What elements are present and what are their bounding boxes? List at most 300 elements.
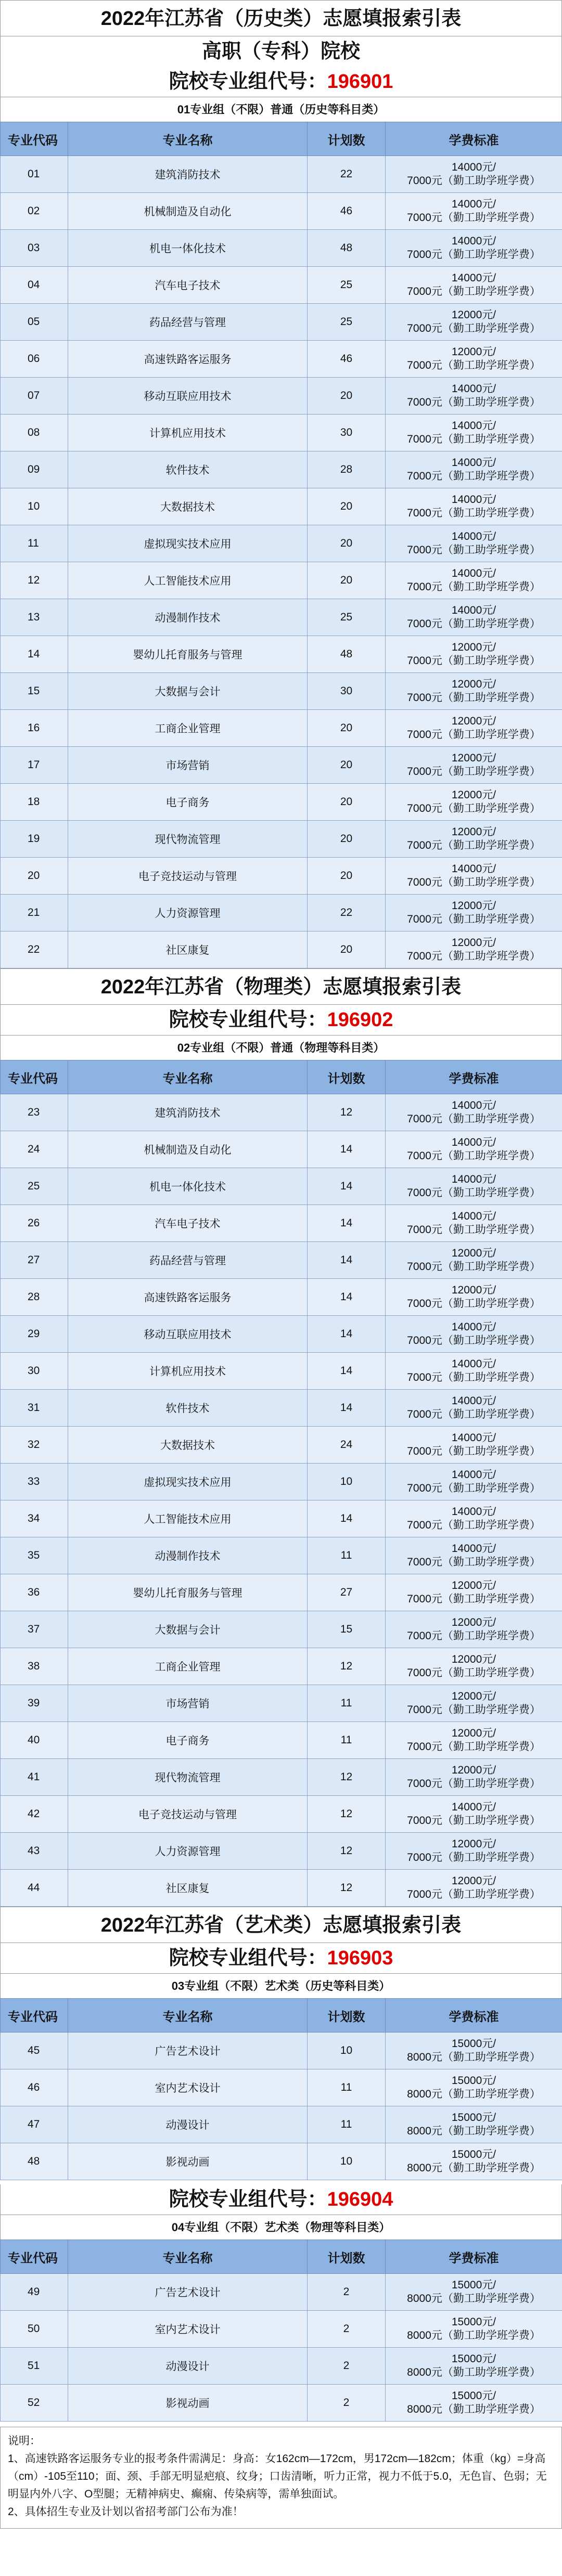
header-major-name: 专业名称 <box>68 1999 308 2033</box>
major-name: 移动互联应用技术 <box>68 378 308 415</box>
major-name: 人工智能技术应用 <box>68 562 308 599</box>
plan-count: 28 <box>308 451 386 488</box>
header-plan-count: 计划数 <box>308 122 386 156</box>
major-code: 33 <box>1 1464 68 1500</box>
table-row <box>1 1685 562 1722</box>
tuition-work-study: 8000元（勤工助学班学费） <box>407 2088 541 2100</box>
tuition-standard: 14000元/ <box>451 383 496 395</box>
table-row <box>1 341 562 378</box>
plan-count: 25 <box>308 599 386 636</box>
tuition-standard: 14000元/ <box>451 530 496 542</box>
tuition-work-study: 7000元（勤工助学班学费） <box>407 1224 541 1236</box>
tuition-cell <box>386 2069 562 2106</box>
tuition-standard: 12000元/ <box>451 1653 496 1665</box>
tuition-cell <box>386 1390 562 1427</box>
plan-count: 11 <box>308 2106 386 2143</box>
major-name: 汽车电子技术 <box>68 1205 308 1242</box>
table-header-row <box>1 122 562 156</box>
tuition-cell <box>386 2143 562 2180</box>
table-row <box>1 193 562 230</box>
table-row <box>1 2385 562 2422</box>
table-row <box>1 156 562 193</box>
tuition-cell <box>386 230 562 267</box>
group-name: 04专业组（不限）艺术类（物理等科目类） <box>0 2215 562 2240</box>
group-code-label: 院校专业组代号： <box>169 2189 327 2210</box>
tuition-cell <box>386 1870 562 1907</box>
section-title: 2022年江苏省（物理类）志愿填报索引表 <box>0 968 562 1005</box>
tuition-cell <box>386 1796 562 1833</box>
plan-count: 12 <box>308 1796 386 1833</box>
major-name: 大数据与会计 <box>68 673 308 710</box>
major-code: 43 <box>1 1833 68 1870</box>
table-row <box>1 1611 562 1648</box>
tuition-cell <box>386 451 562 488</box>
table-row <box>1 1870 562 1907</box>
plan-count: 11 <box>308 1685 386 1722</box>
plan-count: 25 <box>308 267 386 304</box>
tuition-standard: 12000元/ <box>451 1838 496 1850</box>
major-code: 36 <box>1 1574 68 1611</box>
plan-count: 15 <box>308 1611 386 1648</box>
table-row <box>1 2348 562 2385</box>
tuition-work-study: 7000元（勤工助学班学费） <box>407 1519 541 1531</box>
plan-count: 2 <box>308 2348 386 2385</box>
tuition-work-study: 7000元（勤工助学班学费） <box>407 322 541 334</box>
major-name: 计算机应用技术 <box>68 415 308 451</box>
group-code-line <box>0 2184 562 2215</box>
major-name: 广告艺术设计 <box>68 2274 308 2311</box>
plan-count: 2 <box>308 2274 386 2311</box>
plan-count: 24 <box>308 1427 386 1464</box>
major-code: 45 <box>1 2033 68 2069</box>
tuition-standard: 12000元/ <box>451 1727 496 1739</box>
major-name: 市场营销 <box>68 1685 308 1722</box>
tuition-cell <box>386 2106 562 2143</box>
notes-line: 1、高速铁路客运服务专业的报考条件需满足：身高：女162cm—172cm，男172cm—182cm；体重（kg）=身高（cm）-105至110；面、颈、手部无明显疤痕、纹身；口齿清晰，听力正常，视力不低于5.0，无色盲、色弱；无明显内外八字、O型腿；无精神病史、癫痫、传染病等，需单独面试。 <box>8 2453 547 2500</box>
table-row <box>1 230 562 267</box>
table-row <box>1 636 562 673</box>
table-row <box>1 1390 562 1427</box>
major-name: 移动互联应用技术 <box>68 1316 308 1353</box>
header-tuition: 学费标准 <box>386 2240 562 2274</box>
major-name: 电子商务 <box>68 1722 308 1759</box>
group-name: 01专业组（不限）普通（历史等科目类） <box>0 97 562 122</box>
section-title: 2022年江苏省（历史类）志愿填报索引表 <box>0 0 562 36</box>
major-name: 动漫设计 <box>68 2106 308 2143</box>
tuition-cell <box>386 747 562 784</box>
header-major-code: 专业代码 <box>1 1060 68 1094</box>
major-code: 11 <box>1 525 68 562</box>
major-code: 02 <box>1 193 68 230</box>
plan-count: 48 <box>308 230 386 267</box>
table-row <box>1 2274 562 2311</box>
plan-count: 10 <box>308 2033 386 2069</box>
table-row <box>1 1833 562 1870</box>
tuition-work-study: 7000元（勤工助学班学费） <box>407 1298 541 1310</box>
tuition-standard: 15000元/ <box>451 2112 496 2124</box>
tuition-standard: 12000元/ <box>451 309 496 321</box>
tuition-work-study: 7000元（勤工助学班学费） <box>407 507 541 519</box>
tuition-cell <box>386 1353 562 1390</box>
plan-count: 10 <box>308 1464 386 1500</box>
tuition-work-study: 7000元（勤工助学班学费） <box>407 876 541 888</box>
table-row <box>1 1094 562 1131</box>
major-code: 52 <box>1 2385 68 2422</box>
tuition-cell <box>386 636 562 673</box>
table-row <box>1 1131 562 1168</box>
tuition-work-study: 7000元（勤工助学班学费） <box>407 655 541 667</box>
tuition-standard: 14000元/ <box>451 161 496 173</box>
table-row <box>1 2143 562 2180</box>
group-name: 02专业组（不限）普通（物理等科目类） <box>0 1035 562 1060</box>
plan-count: 20 <box>308 488 386 525</box>
major-name: 机电一体化技术 <box>68 230 308 267</box>
tuition-cell <box>386 1427 562 1464</box>
major-code: 13 <box>1 599 68 636</box>
tuition-cell <box>386 1131 562 1168</box>
plan-count: 12 <box>308 1648 386 1685</box>
major-code: 48 <box>1 2143 68 2180</box>
tuition-standard: 15000元/ <box>451 2279 496 2291</box>
tuition-standard: 12000元/ <box>451 1690 496 1702</box>
group-code-line <box>0 1005 562 1035</box>
tuition-work-study: 7000元（勤工助学班学费） <box>407 1556 541 1568</box>
group-code-label: 院校专业组代号： <box>169 1947 327 1969</box>
major-name: 室内艺术设计 <box>68 2069 308 2106</box>
tuition-standard: 12000元/ <box>451 678 496 690</box>
tuition-standard: 12000元/ <box>451 900 496 912</box>
plan-count: 12 <box>308 1759 386 1796</box>
table-header-row <box>1 1060 562 1094</box>
tuition-work-study: 7000元（勤工助学班学费） <box>407 396 541 408</box>
tuition-standard: 12000元/ <box>451 1875 496 1887</box>
table-row <box>1 267 562 304</box>
plan-count: 14 <box>308 1316 386 1353</box>
major-code: 03 <box>1 230 68 267</box>
table-row <box>1 710 562 747</box>
plan-count: 46 <box>308 341 386 378</box>
tuition-cell <box>386 1574 562 1611</box>
tuition-standard: 12000元/ <box>451 789 496 801</box>
plan-count: 20 <box>308 858 386 895</box>
plan-count: 20 <box>308 931 386 968</box>
major-code: 05 <box>1 304 68 341</box>
tuition-work-study: 8000元（勤工助学班学费） <box>407 2125 541 2137</box>
tuition-cell <box>386 1722 562 1759</box>
major-code: 08 <box>1 415 68 451</box>
tuition-work-study: 7000元（勤工助学班学费） <box>407 1815 541 1827</box>
tuition-standard: 14000元/ <box>451 1210 496 1222</box>
table-row <box>1 1279 562 1316</box>
major-code: 25 <box>1 1168 68 1205</box>
tuition-work-study: 7000元（勤工助学班学费） <box>407 1408 541 1420</box>
major-code: 34 <box>1 1500 68 1537</box>
tuition-work-study: 7000元（勤工助学班学费） <box>407 1335 541 1347</box>
major-name: 高速铁路客运服务 <box>68 341 308 378</box>
major-name: 婴幼儿托育服务与管理 <box>68 1574 308 1611</box>
tuition-standard: 12000元/ <box>451 1247 496 1259</box>
major-code: 51 <box>1 2348 68 2385</box>
tuition-standard: 15000元/ <box>451 2316 496 2328</box>
tuition-work-study: 7000元（勤工助学班学费） <box>407 618 541 630</box>
group-code-value: 196902 <box>327 1009 393 1031</box>
tuition-standard: 15000元/ <box>451 2390 496 2402</box>
tuition-work-study: 7000元（勤工助学班学费） <box>407 359 541 371</box>
plan-count: 10 <box>308 2143 386 2180</box>
tuition-work-study: 7000元（勤工助学班学费） <box>407 470 541 482</box>
tuition-work-study: 8000元（勤工助学班学费） <box>407 2329 541 2341</box>
plan-count: 12 <box>308 1094 386 1131</box>
table-row <box>1 488 562 525</box>
tuition-work-study: 7000元（勤工助学班学费） <box>407 913 541 925</box>
major-name: 现代物流管理 <box>68 1759 308 1796</box>
major-code: 14 <box>1 636 68 673</box>
major-name: 大数据技术 <box>68 488 308 525</box>
major-name: 汽车电子技术 <box>68 267 308 304</box>
table-row <box>1 784 562 821</box>
header-tuition: 学费标准 <box>386 1060 562 1094</box>
major-code: 12 <box>1 562 68 599</box>
major-name: 影视动画 <box>68 2143 308 2180</box>
tuition-cell <box>386 2033 562 2069</box>
tuition-cell <box>386 267 562 304</box>
major-name: 虚拟现实技术应用 <box>68 525 308 562</box>
major-code: 21 <box>1 895 68 931</box>
tuition-cell <box>386 1205 562 1242</box>
plan-count: 20 <box>308 747 386 784</box>
major-name: 大数据技术 <box>68 1427 308 1464</box>
group-code-label: 院校专业组代号： <box>169 71 327 93</box>
table-row <box>1 1427 562 1464</box>
tuition-standard: 15000元/ <box>451 2075 496 2087</box>
major-code: 19 <box>1 821 68 858</box>
tuition-standard: 14000元/ <box>451 1395 496 1407</box>
group-code-value: 196901 <box>327 71 393 93</box>
plan-count: 14 <box>308 1205 386 1242</box>
tuition-cell <box>386 895 562 931</box>
major-name: 市场营销 <box>68 747 308 784</box>
tuition-standard: 14000元/ <box>451 1506 496 1518</box>
tuition-cell <box>386 1537 562 1574</box>
tuition-work-study: 8000元（勤工助学班学费） <box>407 2403 541 2415</box>
table-row <box>1 821 562 858</box>
plan-count: 30 <box>308 673 386 710</box>
tuition-work-study: 7000元（勤工助学班学费） <box>407 1445 541 1457</box>
tuition-work-study: 7000元（勤工助学班学费） <box>407 1852 541 1863</box>
major-name: 机械制造及自动化 <box>68 1131 308 1168</box>
major-code: 10 <box>1 488 68 525</box>
major-name: 电子竞技运动与管理 <box>68 858 308 895</box>
tuition-work-study: 7000元（勤工助学班学费） <box>407 1778 541 1790</box>
table-row <box>1 858 562 895</box>
tuition-cell <box>386 1833 562 1870</box>
major-code: 50 <box>1 2311 68 2348</box>
major-name: 建筑消防技术 <box>68 156 308 193</box>
notes-heading: 说明： <box>8 2435 41 2447</box>
major-code: 46 <box>1 2069 68 2106</box>
major-name: 计算机应用技术 <box>68 1353 308 1390</box>
major-name: 动漫设计 <box>68 2348 308 2385</box>
plan-count: 48 <box>308 636 386 673</box>
tuition-cell <box>386 562 562 599</box>
section-divider <box>0 2180 562 2184</box>
major-code: 20 <box>1 858 68 895</box>
tuition-work-study: 7000元（勤工助学班学费） <box>407 1667 541 1679</box>
tuition-work-study: 7000元（勤工助学班学费） <box>407 729 541 741</box>
table-row <box>1 1464 562 1500</box>
major-name: 药品经营与管理 <box>68 1242 308 1279</box>
tuition-standard: 12000元/ <box>451 937 496 949</box>
major-name: 人工智能技术应用 <box>68 1500 308 1537</box>
table-row <box>1 673 562 710</box>
plan-count: 14 <box>308 1242 386 1279</box>
table-row <box>1 931 562 968</box>
table-row <box>1 1500 562 1537</box>
major-name: 影视动画 <box>68 2385 308 2422</box>
plan-count: 22 <box>308 895 386 931</box>
header-plan-count: 计划数 <box>308 2240 386 2274</box>
tuition-work-study: 7000元（勤工助学班学费） <box>407 581 541 593</box>
tuition-cell <box>386 2385 562 2422</box>
tuition-cell <box>386 858 562 895</box>
tuition-work-study: 7000元（勤工助学班学费） <box>407 286 541 297</box>
table-row <box>1 1759 562 1796</box>
notes-box <box>0 2427 562 2529</box>
group-code-line <box>0 67 562 97</box>
tuition-standard: 14000元/ <box>451 272 496 284</box>
group-code-value: 196903 <box>327 1947 393 1969</box>
tuition-standard: 14000元/ <box>451 457 496 469</box>
tuition-work-study: 7000元（勤工助学班学费） <box>407 1593 541 1605</box>
tuition-cell <box>386 2311 562 2348</box>
tuition-cell <box>386 193 562 230</box>
tuition-work-study: 7000元（勤工助学班学费） <box>407 1187 541 1199</box>
tuition-cell <box>386 525 562 562</box>
tuition-cell <box>386 821 562 858</box>
tuition-work-study: 7000元（勤工助学班学费） <box>407 1150 541 1162</box>
major-code: 16 <box>1 710 68 747</box>
major-name: 机电一体化技术 <box>68 1168 308 1205</box>
major-code: 31 <box>1 1390 68 1427</box>
tuition-standard: 12000元/ <box>451 826 496 838</box>
major-code: 26 <box>1 1205 68 1242</box>
major-code: 49 <box>1 2274 68 2311</box>
tuition-cell <box>386 1648 562 1685</box>
plan-count: 20 <box>308 784 386 821</box>
tuition-cell <box>386 415 562 451</box>
tuition-standard: 14000元/ <box>451 1136 496 1148</box>
plan-count: 20 <box>308 710 386 747</box>
header-major-code: 专业代码 <box>1 122 68 156</box>
plan-count: 14 <box>308 1279 386 1316</box>
tuition-standard: 14000元/ <box>451 1173 496 1185</box>
major-name: 建筑消防技术 <box>68 1094 308 1131</box>
major-code: 37 <box>1 1611 68 1648</box>
header-major-code: 专业代码 <box>1 2240 68 2274</box>
major-code: 15 <box>1 673 68 710</box>
table-row <box>1 1316 562 1353</box>
major-table <box>0 1060 562 1907</box>
major-code: 22 <box>1 931 68 968</box>
tuition-standard: 12000元/ <box>451 641 496 653</box>
major-code: 23 <box>1 1094 68 1131</box>
tuition-work-study: 8000元（勤工助学班学费） <box>407 2293 541 2305</box>
plan-count: 12 <box>308 1833 386 1870</box>
header-major-code: 专业代码 <box>1 1999 68 2033</box>
tuition-cell <box>386 341 562 378</box>
tuition-standard: 14000元/ <box>451 494 496 506</box>
tuition-cell <box>386 2348 562 2385</box>
major-code: 07 <box>1 378 68 415</box>
plan-count: 14 <box>308 1390 386 1427</box>
tuition-work-study: 7000元（勤工助学班学费） <box>407 249 541 261</box>
group-code-line <box>0 1943 562 1973</box>
major-code: 24 <box>1 1131 68 1168</box>
tuition-cell <box>386 304 562 341</box>
major-name: 软件技术 <box>68 451 308 488</box>
tuition-standard: 14000元/ <box>451 1469 496 1481</box>
tuition-work-study: 7000元（勤工助学班学费） <box>407 802 541 814</box>
plan-count: 22 <box>308 156 386 193</box>
table-row <box>1 415 562 451</box>
tuition-standard: 12000元/ <box>451 1616 496 1628</box>
major-name: 虚拟现实技术应用 <box>68 1464 308 1500</box>
table-row <box>1 1722 562 1759</box>
plan-count: 14 <box>308 1131 386 1168</box>
tuition-work-study: 7000元（勤工助学班学费） <box>407 1113 541 1125</box>
tuition-work-study: 7000元（勤工助学班学费） <box>407 175 541 187</box>
tuition-standard: 15000元/ <box>451 2353 496 2365</box>
tuition-standard: 12000元/ <box>451 1580 496 1591</box>
table-row <box>1 599 562 636</box>
major-name: 电子商务 <box>68 784 308 821</box>
tuition-cell <box>386 931 562 968</box>
table-row <box>1 1353 562 1390</box>
tuition-work-study: 7000元（勤工助学班学费） <box>407 1741 541 1753</box>
plan-count: 14 <box>308 1500 386 1537</box>
major-name: 工商企业管理 <box>68 1648 308 1685</box>
tuition-cell <box>386 156 562 193</box>
table-header-row <box>1 2240 562 2274</box>
header-tuition: 学费标准 <box>386 122 562 156</box>
tuition-cell <box>386 784 562 821</box>
header-plan-count: 计划数 <box>308 1999 386 2033</box>
table-row <box>1 1796 562 1833</box>
tuition-work-study: 7000元（勤工助学班学费） <box>407 433 541 445</box>
plan-count: 25 <box>308 304 386 341</box>
major-name: 广告艺术设计 <box>68 2033 308 2069</box>
tuition-standard: 14000元/ <box>451 1801 496 1813</box>
major-code: 39 <box>1 1685 68 1722</box>
tuition-cell <box>386 1759 562 1796</box>
tuition-standard: 14000元/ <box>451 198 496 210</box>
table-row <box>1 1648 562 1685</box>
major-table <box>0 1998 562 2180</box>
plan-count: 20 <box>308 562 386 599</box>
tuition-work-study: 7000元（勤工助学班学费） <box>407 1261 541 1273</box>
major-name: 电子竞技运动与管理 <box>68 1796 308 1833</box>
tuition-cell <box>386 488 562 525</box>
header-plan-count: 计划数 <box>308 1060 386 1094</box>
table-row <box>1 562 562 599</box>
tuition-cell <box>386 1279 562 1316</box>
major-name: 机械制造及自动化 <box>68 193 308 230</box>
table-row <box>1 895 562 931</box>
tuition-standard: 14000元/ <box>451 863 496 875</box>
major-name: 高速铁路客运服务 <box>68 1279 308 1316</box>
table-row <box>1 2033 562 2069</box>
tuition-cell <box>386 1464 562 1500</box>
